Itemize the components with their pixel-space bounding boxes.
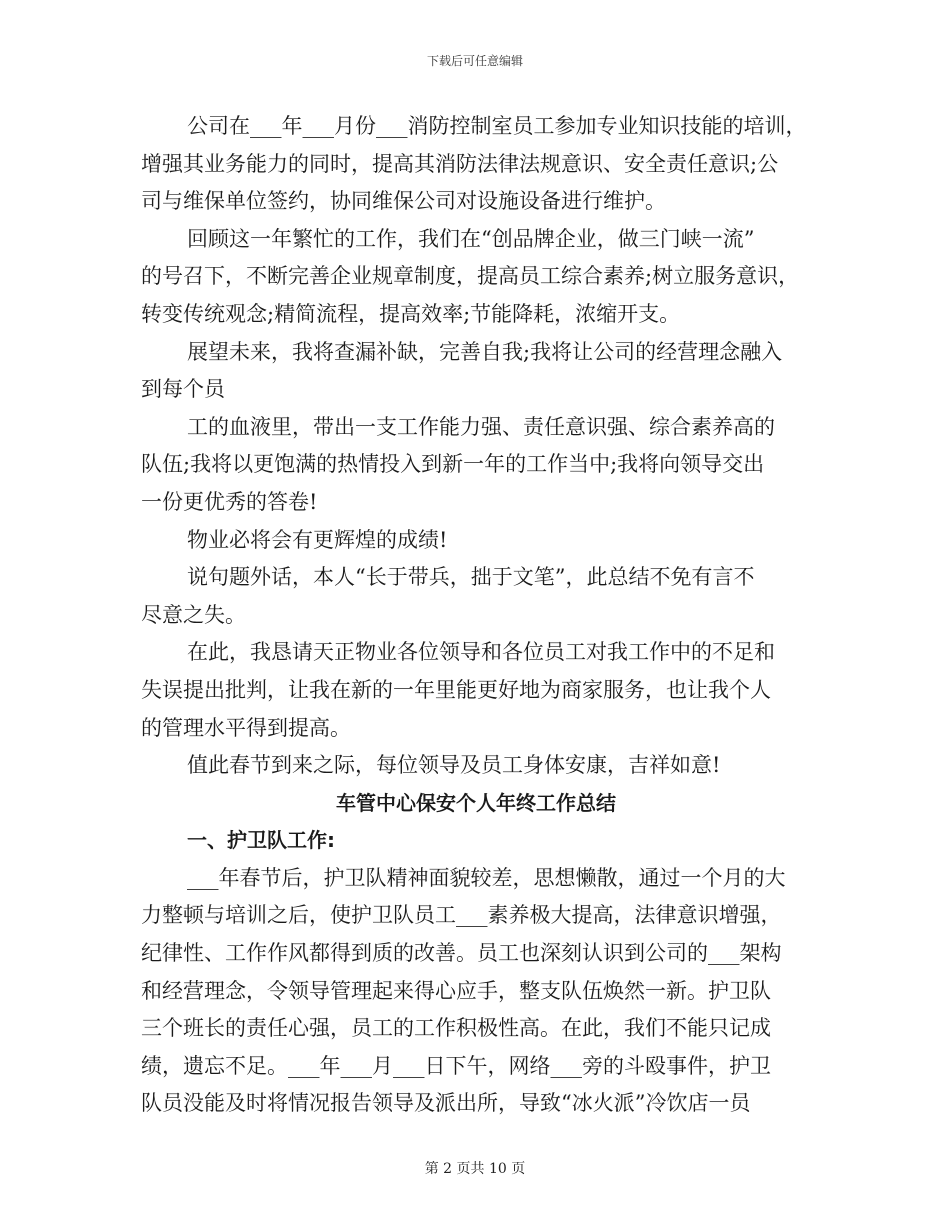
paragraph-line: ___年春节后，护卫队精神面貌较差，思想懒散，通过一个月的大: [187, 865, 786, 890]
paragraph-line: 绩，遗忘不足。___年___月___日下午，网络___旁的斗殴事件，护卫: [141, 1053, 771, 1078]
paragraph-line: 队伍;我将以更饱满的热情投入到新一年的工作当中;我将向领导交出: [141, 452, 765, 477]
page-header-note: 下载后可任意编辑: [426, 54, 523, 68]
section-heading: 一、护卫队工作:: [187, 828, 335, 853]
paragraph-line: 回顾这一年繁忙的工作，我们在“创品牌企业，做三门峡一流”: [187, 226, 755, 251]
paragraph-line: 和经营理念，令领导管理起来得心应手，整支队伍焕然一新。护卫队: [141, 978, 771, 1003]
paragraph-line: 公司在___年___月份___消防控制室员工参加专业知识技能的培训，: [187, 114, 807, 138]
paragraph-line: 工的血液里，带出一支工作能力强、责任意识强、综合素养高的: [187, 414, 775, 439]
paragraph-line: 增强其业务能力的同时，提高其消防法律法规意识、安全责任意识;公: [141, 151, 779, 176]
paragraph-line: 尽意之失。: [141, 602, 246, 627]
paragraph-line: 的号召下，不断完善企业规章制度，提高员工综合素养;树立服务意识，: [141, 264, 800, 289]
paragraph-line: 在此，我恳请天正物业各位领导和各位员工对我工作中的不足和: [187, 640, 775, 665]
paragraph-line: 一份更优秀的答卷!: [141, 489, 318, 514]
paragraph-line: 到每个员: [141, 377, 225, 402]
section-title: 车管中心保安个人年终工作总结: [336, 790, 616, 815]
paragraph-line: 队员没能及时将情况报告领导及派出所，导致“冰火派”冷饮店一员: [141, 1091, 751, 1116]
paragraph-line: 三个班长的责任心强，员工的工作积极性高。在此，我们不能只记成: [141, 1016, 771, 1041]
paragraph-line: 的管理水平得到提高。: [141, 715, 351, 740]
paragraph-line: 司与维保单位签约，协同维保公司对设施设备进行维护。: [141, 189, 666, 214]
paragraph-line: 物业必将会有更辉煌的成绩!: [187, 527, 448, 552]
paragraph-line: 展望未来，我将查漏补缺，完善自我;我将让公司的经营理念融入: [187, 339, 783, 364]
paragraph-line: 失误提出批判，让我在新的一年里能更好地为商家服务，也让我个人: [141, 677, 771, 702]
document-body: [141, 108, 811, 1123]
paragraph-line: 转变传统观念;精简流程，提高效率;节能降耗，浓缩开支。: [141, 301, 681, 326]
paragraph-line: 纪律性、工作作风都得到质的改善。员工也深刻认识到公司的___架构: [141, 941, 782, 966]
paragraph-line: 力整顿与培训之后，使护卫队员工___素养极大提高，法律意识增强，: [141, 903, 782, 928]
paragraph-line: 说句题外话，本人“长于带兵，拙于文笔”，此总结不免有言不: [187, 565, 755, 590]
paragraph-line: 值此春节到来之际，每位领导及员工身体安康，吉祥如意!: [187, 753, 721, 778]
page-footer: 第 2 页共 10 页: [424, 1161, 526, 1177]
